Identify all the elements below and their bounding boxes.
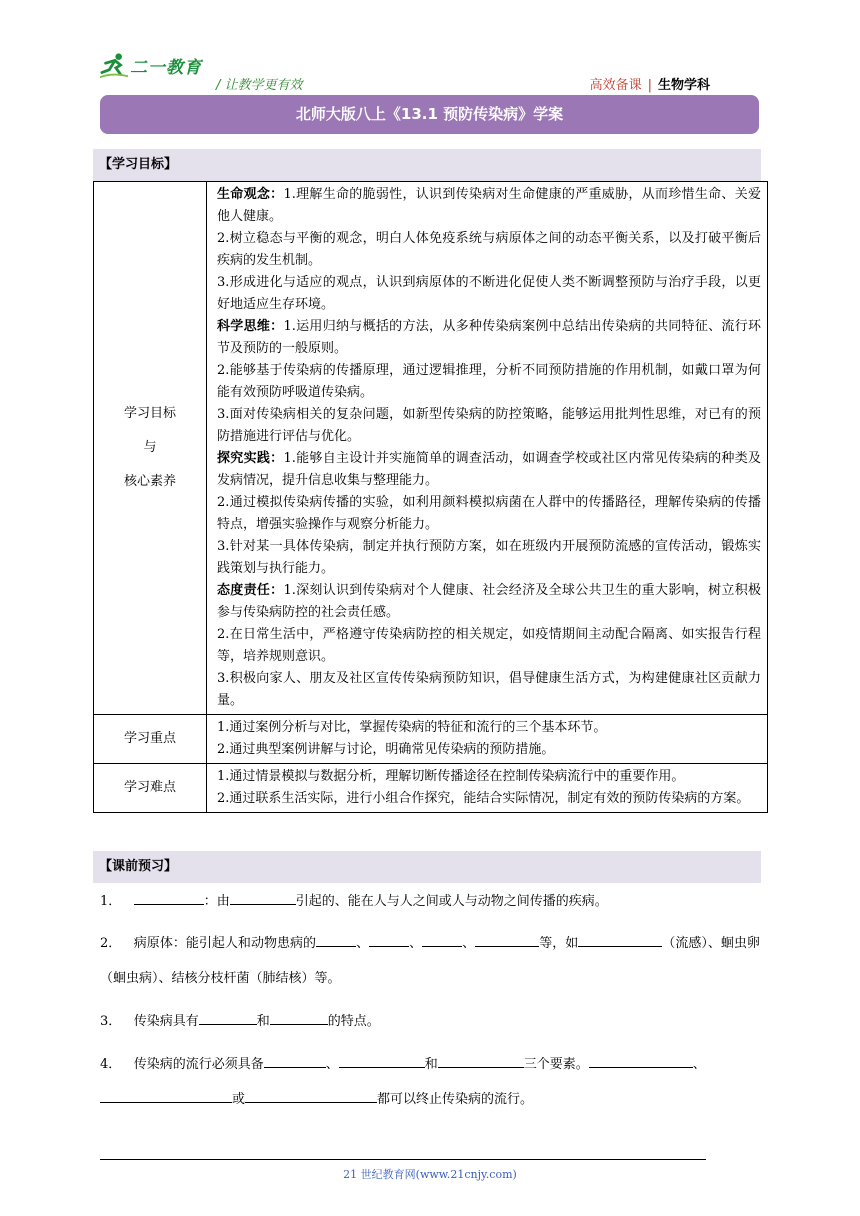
question-text: 、 <box>692 1057 706 1072</box>
answer-blank[interactable] <box>589 1053 693 1068</box>
goal-text: 3.积极向家人、朋友及社区宣传传染病预防知识，倡导健康生活方式，为构建健康社区贡献力量。 <box>217 671 761 708</box>
answer-blank[interactable] <box>578 932 662 947</box>
difficulty-point: 1.通过情景模拟与数据分析，理解切断传播途径在控制传染病流行中的重要作用。 <box>217 769 685 784</box>
logo-runner-icon <box>100 52 128 80</box>
answer-blank[interactable] <box>134 890 204 905</box>
section-goals-header: 【学习目标】 <box>93 149 761 181</box>
preview-question-1 <box>100 884 760 919</box>
key-point: 1.通过案例分析与对比，掌握传染病的特征和流行的三个基本环节。 <box>217 720 607 735</box>
goal-text: 1.深刻认识到传染病对个人健康、社会经济及全球公共卫生的重大影响，树立积极参与传染病防控的社会责任感。 <box>217 583 761 620</box>
answer-blank[interactable] <box>475 932 539 947</box>
question-text: 都可以终止传染病的流行。 <box>377 1092 534 1107</box>
question-text: 传染病具有 <box>133 1014 199 1029</box>
goals-label-line: 核心素养 <box>123 474 176 489</box>
question-number: 4． <box>100 1057 122 1072</box>
goal-text: 2.在日常生活中，严格遵守传染病防控的相关规定，如疫情期间主动配合隔离、如实报告行程等，培养规则意识。 <box>217 627 761 664</box>
answer-blank[interactable] <box>245 1088 377 1103</box>
goal-paragraph <box>217 624 761 668</box>
answer-blank[interactable] <box>270 1010 328 1025</box>
header-subject <box>590 74 710 93</box>
goals-label-line: 与 <box>143 440 157 455</box>
header-tag-prep: 高效备课 <box>589 78 642 93</box>
goal-text: 2.通过模拟传染病传播的实验，如利用颜料模拟病菌在人群中的传播路径，理解传染病的传播特点，增强实验操作与观察分析能力。 <box>217 495 761 532</box>
goal-heading: 探究实践： <box>217 451 284 466</box>
question-number: 2． <box>100 936 122 951</box>
question-number: 1． <box>100 894 122 909</box>
goals-content <box>207 182 768 715</box>
goal-paragraph <box>217 536 761 580</box>
question-text: 引起的、能在人与人之间或人与动物之间传播的疾病。 <box>295 894 608 909</box>
key-point: 2.通过典型案例讲解与讨论，明确常见传染病的预防措施。 <box>217 742 555 757</box>
goals-label-line: 学习目标 <box>123 406 176 421</box>
answer-blank[interactable] <box>199 1010 257 1025</box>
table-row <box>94 182 768 715</box>
question-text: 的特点。 <box>327 1014 380 1029</box>
goals-label <box>94 182 207 715</box>
difficulty-point: 2.通过联系生活实际，进行小组合作探究，能结合实际情况，制定有效的预防传染病的方案。 <box>217 791 750 806</box>
difficulties-content <box>207 764 768 813</box>
goal-paragraph <box>217 492 761 536</box>
answer-blank[interactable] <box>422 932 462 947</box>
difficulties-label: 学习难点 <box>94 764 207 813</box>
preview-question-3 <box>100 1004 760 1039</box>
goal-paragraph <box>217 448 761 492</box>
answer-blank[interactable] <box>100 1088 232 1103</box>
goals-table <box>93 181 768 813</box>
footer-source[interactable]: 21 世纪教育网(www.21cnjy.com) <box>343 1168 517 1181</box>
goal-text: 1.理解生命的脆弱性，认识到传染病对生命健康的严重威胁，从而珍惜生命、关爱他人健康。 <box>217 187 761 224</box>
table-row <box>94 715 768 764</box>
question-text: 、 <box>409 936 423 951</box>
question-text: 传染病的流行必须具备 <box>133 1057 264 1072</box>
question-text: ：由 <box>203 894 230 909</box>
header-tag-subject: 生物学科 <box>657 78 710 93</box>
goal-text: 3.面对传染病相关的复杂问题，如新型传染病的防控策略，能够运用批判性思维，对已有的预防措施进行评估与优化。 <box>217 407 761 444</box>
question-text: 、 <box>325 1057 339 1072</box>
answer-blank[interactable] <box>316 932 356 947</box>
question-text: （流感）、蛔虫卵（蛔虫病）、结核分枝杆菌（肺结核）等。 <box>100 936 760 986</box>
answer-blank[interactable] <box>264 1053 326 1068</box>
goal-text: 2.树立稳态与平衡的观念，明白人体免疫系统与病原体之间的动态平衡关系，以及打破平衡后疾病的发生机制。 <box>217 231 761 268</box>
goal-text: 2.能够基于传染病的传播原理，通过逻辑推理，分析不同预防措施的作用机制，如戴口罩为何能有效预防呼吸道传染病。 <box>217 363 761 400</box>
goal-heading: 科学思维： <box>217 319 284 334</box>
table-row <box>94 764 768 813</box>
preview-question-4 <box>100 1047 760 1117</box>
goal-text: 1.能够自主设计并实施简单的调查活动，如调查学校或社区内常见传染病的种类及发病情况，提升信息收集与整理能力。 <box>217 451 761 488</box>
answer-blank[interactable] <box>230 890 296 905</box>
logo-text: 二一教育 <box>130 58 202 78</box>
goal-heading: 态度责任： <box>217 583 284 598</box>
preview-question-2 <box>100 926 760 996</box>
header-separator: | <box>647 78 652 93</box>
goal-text: 3.针对某一具体传染病，制定并执行预防方案，如在班级内开展预防流感的宣传活动，锻炼实践策划与执行能力。 <box>217 539 761 576</box>
goal-text: 1.运用归纳与概括的方法，从多种传染病案例中总结出传染病的共同特征、流行环节及预防的一般原则。 <box>217 319 761 356</box>
answer-blank[interactable] <box>438 1053 524 1068</box>
key-points-label: 学习重点 <box>94 715 207 764</box>
question-text: 和 <box>256 1014 270 1029</box>
goal-paragraph <box>217 272 761 316</box>
goal-paragraph <box>217 228 761 272</box>
goal-paragraph <box>217 668 761 712</box>
question-text: 、 <box>356 936 370 951</box>
question-text: 等，如 <box>539 936 579 951</box>
answer-blank[interactable] <box>369 932 409 947</box>
goal-paragraph <box>217 404 761 448</box>
goal-heading: 生命观念： <box>217 187 284 202</box>
question-number: 3． <box>100 1014 122 1029</box>
question-text: 、 <box>462 936 476 951</box>
goal-text: 3.形成进化与适应的观点，认识到病原体的不断进化促使人类不断调整预防与治疗手段，以更好地适应生存环境。 <box>217 275 761 312</box>
page-title: 北师大版八上《13.1 预防传染病》学案 <box>100 95 759 134</box>
goal-paragraph <box>217 580 761 624</box>
key-points-content <box>207 715 768 764</box>
question-text: 或 <box>232 1092 246 1107</box>
question-text: 病原体：能引起人和动物患病的 <box>133 936 317 951</box>
question-text: 三个要素。 <box>523 1057 589 1072</box>
slogan: / 让教学更有效 <box>216 78 303 93</box>
goal-paragraph <box>217 316 761 360</box>
goal-paragraph <box>217 360 761 404</box>
question-text: 和 <box>424 1057 438 1072</box>
goal-paragraph <box>217 184 761 228</box>
footer-divider <box>100 1159 706 1160</box>
answer-blank[interactable] <box>339 1053 425 1068</box>
section-preview-header: 【课前预习】 <box>93 851 761 883</box>
